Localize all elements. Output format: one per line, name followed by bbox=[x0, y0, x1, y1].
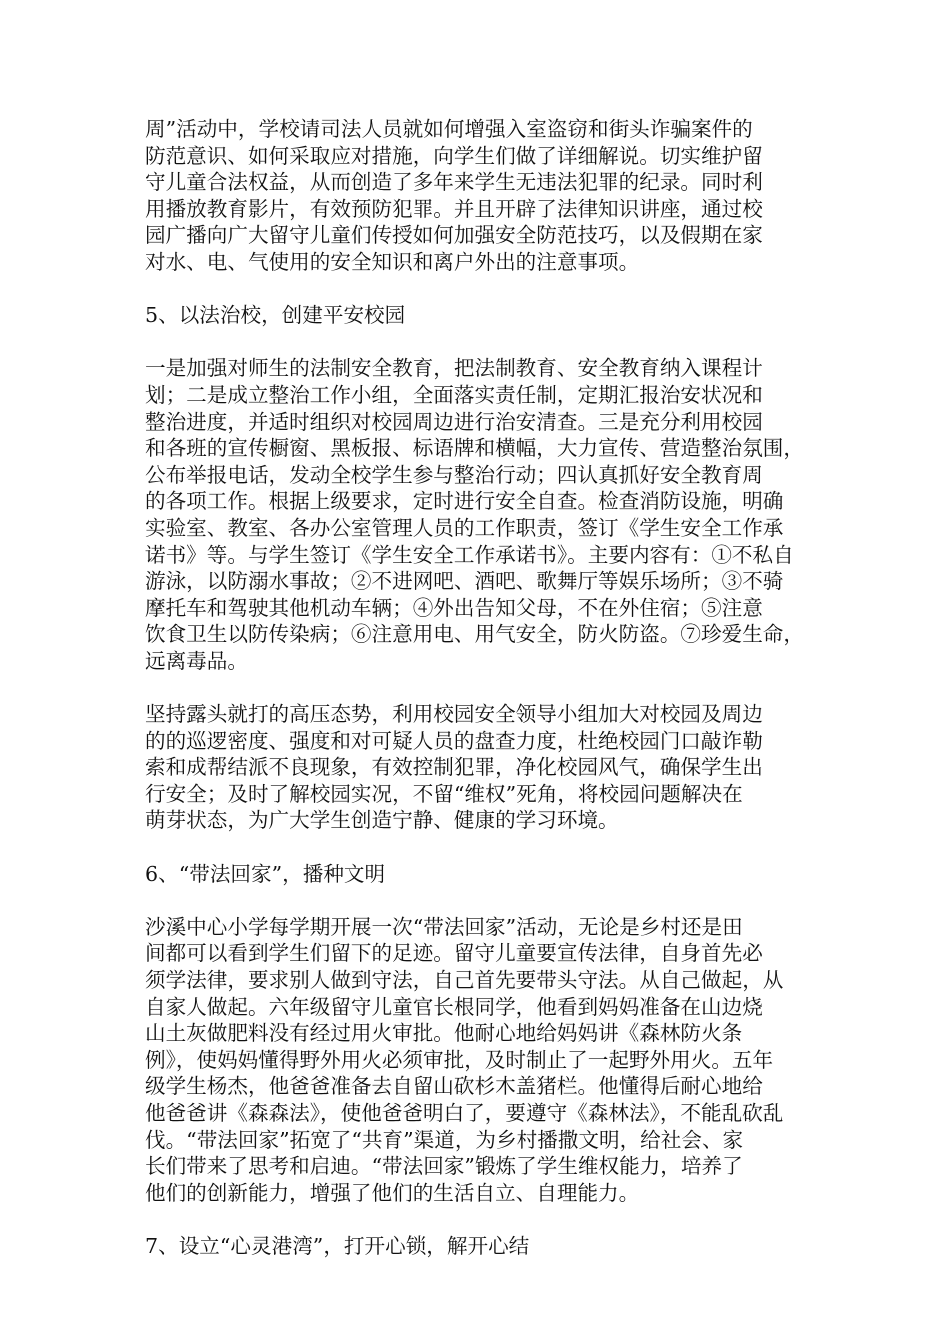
text-line: 索和成帮结派不良现象，有效控制犯罪，净化校园风气，确保学生出 bbox=[145, 755, 763, 780]
text-line: 诺书》等。与学生签订《学生安全工作承诺书》。主要内容有：①不私自 bbox=[145, 542, 794, 567]
text-line: 远离毒品。 bbox=[145, 648, 248, 673]
text-line: 萌芽状态，为广大学生创造宁静、健康的学习环境。 bbox=[145, 808, 619, 833]
text-line: 山土灰做肥料没有经过用火审批。他耐心地给妈妈讲《森林防火条 bbox=[145, 1021, 743, 1046]
text-line: 摩托车和驾驶其他机动车辆；④外出告知父母，不在外住宿；⑤注意 bbox=[145, 595, 763, 620]
text-line: 周”活动中，学校请司法人员就如何增强入室盗窃和街头诈骗案件的 bbox=[145, 117, 753, 141]
text-line: 划；二是成立整治工作小组，全面落实责任制，定期汇报治安状况和 bbox=[145, 382, 763, 407]
text-line: 他们的创新能力，增强了他们的生活自立、自理能力。 bbox=[145, 1180, 640, 1205]
text-line: 园广播向广大留守儿童们传授如何加强安全防范技巧，以及假期在家 bbox=[145, 223, 763, 248]
text-line: 伐。“带法回家”拓宽了“共育”渠道，为乡村播撒文明，给社会、家 bbox=[145, 1127, 744, 1152]
section-heading-5 bbox=[145, 302, 825, 329]
text-line: 间都可以看到学生们留下的足迹。留守儿童要宣传法律，自身首先必 bbox=[145, 941, 763, 966]
text-line: 级学生杨杰，他爸爸准备去自留山砍杉木盖猪栏。他懂得后耐心地给 bbox=[145, 1074, 763, 1099]
heading-text: 5、以法治校，创建平安校园 bbox=[145, 303, 406, 328]
section-heading-7 bbox=[145, 1233, 825, 1260]
paragraph-bring-law-home bbox=[145, 914, 825, 1207]
text-line: 对水、电、气使用的安全知识和离户外出的注意事项。 bbox=[145, 249, 640, 274]
paragraph-legal-education-activities bbox=[145, 116, 825, 276]
text-line: 实验室、教室、各办公室管理人员的工作职责，签订《学生安全工作承 bbox=[145, 515, 784, 540]
text-line: 一是加强对师生的法制安全教育，把法制教育、安全教育纳入课程计 bbox=[145, 356, 763, 381]
text-line: 行安全；及时了解校园实况，不留“维权”死角，将校园问题解决在 bbox=[145, 781, 743, 806]
text-line: 守儿童合法权益，从而创造了多年来学生无违法犯罪的纪录。同时利 bbox=[145, 170, 763, 195]
text-line: 饮食卫生以防传染病；⑥注意用电、用气安全，防火防盗。⑦珍爱生命， bbox=[145, 622, 804, 647]
heading-text: 6、“带法回家”，播种文明 bbox=[145, 861, 386, 886]
text-line: 用播放教育影片，有效预防犯罪。并且开辟了法律知识讲座，通过校 bbox=[145, 196, 763, 221]
text-line: 防范意识、如何采取应对措施，向学生们做了详细解说。切实维护留 bbox=[145, 143, 763, 168]
heading-text: 7、设立“心灵港湾”，打开心锁，解开心结 bbox=[145, 1233, 530, 1258]
section-heading-6 bbox=[145, 861, 825, 888]
text-line: 坚持露头就打的高压态势，利用校园安全领导小组加大对校园及周边 bbox=[145, 702, 763, 727]
text-line: 自家人做起。六年级留守儿童官长根同学，他看到妈妈准备在山边烧 bbox=[145, 994, 763, 1019]
text-line: 的各项工作。根据上级要求，定时进行安全自查。检查消防设施，明确 bbox=[145, 489, 784, 514]
text-line: 沙溪中心小学每学期开展一次“带法回家”活动，无论是乡村还是田 bbox=[145, 914, 743, 939]
text-line: 的的巡逻密度、强度和对可疑人员的盘查力度，杜绝校园门口敲诈勒 bbox=[145, 728, 763, 753]
text-line: 公布举报电话，发动全校学生参与整治行动；四认真抓好安全教育周 bbox=[145, 462, 763, 487]
paragraph-campus-patrol bbox=[145, 701, 825, 834]
text-line: 游泳，以防溺水事故；②不进网吧、酒吧、歌舞厅等娱乐场所；③不骑 bbox=[145, 569, 784, 594]
paragraph-safety-education bbox=[145, 355, 825, 674]
text-line: 长们带来了思考和启迪。“带法回家”锻炼了学生维权能力，培养了 bbox=[145, 1154, 743, 1179]
text-line: 例》，使妈妈懂得野外用火必须审批，及时制止了一起野外用火。五年 bbox=[145, 1047, 774, 1072]
text-line: 他爸爸讲《森森法》，使他爸爸明白了，要遵守《森林法》，不能乱砍乱 bbox=[145, 1100, 784, 1125]
text-line: 和各班的宣传橱窗、黑板报、标语牌和横幅，大力宣传、营造整治氛围， bbox=[145, 436, 804, 461]
text-line: 须学法律，要求别人做到守法，自己首先要带头守法。从自己做起，从 bbox=[145, 968, 784, 992]
text-line: 整治进度，并适时组织对校园周边进行治安清查。三是充分利用校园 bbox=[145, 409, 763, 434]
document-page bbox=[145, 116, 825, 1286]
